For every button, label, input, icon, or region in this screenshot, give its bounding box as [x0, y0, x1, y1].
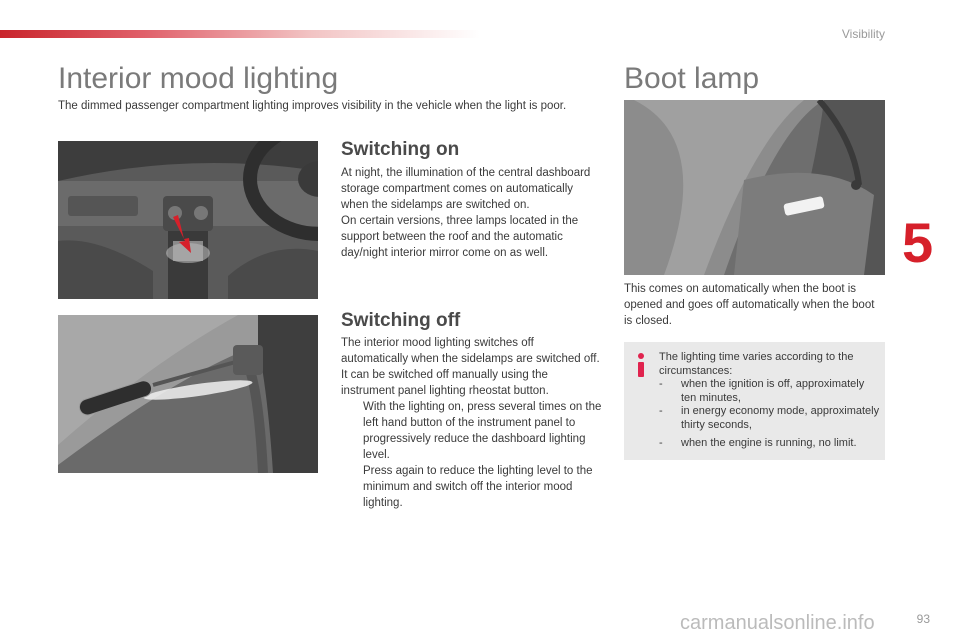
info-dash: -: [659, 405, 663, 417]
switching-off-line: The interior mood lighting switches off automatically when the sidelamps are switched off.: [341, 337, 600, 365]
bullet-mark: [341, 463, 363, 511]
info-text: [659, 351, 881, 451]
info-icon: [634, 352, 648, 378]
info-box: [624, 342, 885, 460]
intro-text: The dimmed passenger compartment lighting improves visibility in the vehicle when the light is poor.: [58, 100, 567, 112]
boot-lamp-text: This comes on automatically when the boot is opened and goes off automatically when the boot is closed.: [624, 283, 875, 327]
bullet-text: Press again to reduce the lighting level to the minimum and switch off the interior mood lighting.: [363, 465, 593, 509]
bullet-text: With the lighting on, press several times on the left hand button of the instrument panel to progressively reduce the dashboard lighting level.: [363, 401, 602, 461]
boot-lamp-title: Boot lamp: [624, 62, 760, 95]
page-number: 93: [916, 612, 930, 626]
switching-off-line: It can be switched off manually using the instrument panel lighting rheostat button.: [341, 369, 549, 397]
info-item: [659, 405, 881, 432]
dashboard-photo: [58, 141, 318, 299]
info-item-text: when the ignition is off, approximately ten minutes,: [681, 378, 865, 404]
info-item: [659, 378, 881, 405]
switching-on-heading: Switching on: [341, 139, 460, 160]
info-dash: -: [659, 437, 663, 449]
switching-on-line: At night, the illumination of the central dashboard storage compartment comes on automatically when the sidelamps are switched on.: [341, 167, 591, 211]
bullet-item: [341, 399, 603, 463]
header-accent-bar: [0, 30, 480, 38]
bullet-mark: [341, 399, 363, 463]
boot-photo: [624, 100, 885, 275]
watermark: carmanualsonline.info: [680, 612, 875, 634]
switching-on-text: [341, 165, 603, 261]
chapter-number: 5: [902, 211, 934, 274]
interior-mirror-photo: [58, 315, 318, 473]
info-lead: The lighting time varies according to the circumstances:: [659, 351, 854, 377]
switching-on-line: On certain versions, three lamps located in the support between the roof and the automatic day/night interior mirror come on as well.: [341, 215, 579, 259]
info-dash: -: [659, 378, 663, 390]
switching-off-heading: Switching off: [341, 310, 461, 331]
section-title: Visibility: [841, 27, 885, 41]
switching-off-text: [341, 335, 603, 511]
info-item-text: when the engine is running, no limit.: [681, 437, 857, 449]
info-item: [659, 437, 881, 451]
page-title: Interior mood lighting: [58, 62, 339, 95]
info-item-text: in energy economy mode, approximately thirty seconds,: [681, 405, 880, 431]
bullet-item: [341, 463, 603, 511]
